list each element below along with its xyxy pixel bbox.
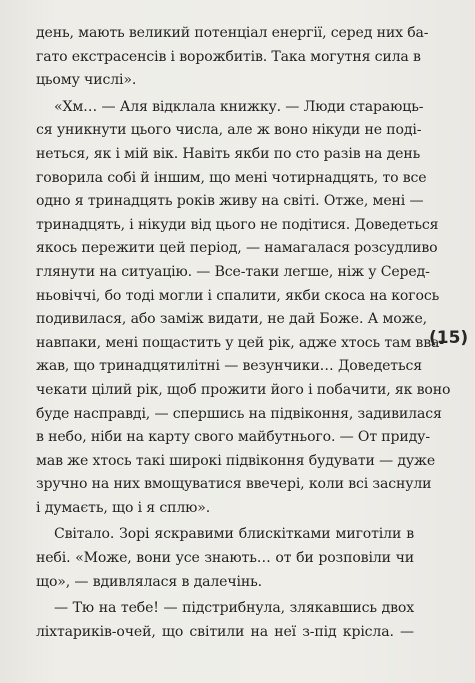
- text-line: неться, як і мій вік. Навіть якби по сто разів на день: [36, 145, 421, 162]
- text-line: глянути на ситуацію. — Все-таки легше, ніж у Серед-: [36, 263, 430, 280]
- text-line: зручно на них вмощуватися ввечері, коли всі заснули: [36, 476, 432, 493]
- text-line: якось пережити цей період, — намагалася розсудливо: [36, 240, 438, 257]
- text-line: подивилася, або заміж видати, не дай Боже. А може,: [36, 311, 427, 328]
- text-line: Світало. Зорі яскравими блискітками миготіли в: [54, 526, 414, 543]
- text-line: жав, що тринадцятилітні — везунчики… Доведеться: [36, 358, 422, 375]
- text-line: тринадцять, і нікуди від цього не подітися. Доведеться: [36, 216, 439, 233]
- text-line: в небо, ніби на карту свого майбутнього. — От приду-: [36, 429, 430, 446]
- text-line: гато екстрасенсів і ворожбитів. Така могутня сила в: [36, 48, 421, 65]
- text-line: небі. «Може, вони усе знають… от би розповіли чи: [36, 550, 414, 567]
- text-line: говорила собі й іншим, що мені чотирнадцять, то все: [36, 169, 427, 186]
- text-line: одно я тринадцять років живу на світі. Отже, мені —: [36, 193, 424, 210]
- text-line: ньовіччі, бо тоді могли і спалити, якби скоса на когось: [36, 287, 440, 304]
- text-line: — Тю на тебе! — підстрибнула, злякавшись двох: [54, 600, 414, 617]
- page-number: (15): [429, 328, 469, 348]
- text-line: ліхтариків-очей, що світили на неї з-під крісла. —: [36, 623, 414, 640]
- text-line: чекати цілий рік, щоб прожити його і побачити, як воно: [36, 381, 451, 398]
- text-line: цьому числі».: [36, 72, 137, 89]
- text-line: навпаки, мені пощастить у цей рік, адже хтось там вва-: [36, 334, 444, 351]
- text-line: день, мають великий потенціал енергії, серед них ба-: [36, 25, 429, 41]
- text-line: буде насправді, — спершись на підвіконня, задивилася: [36, 405, 442, 422]
- text-line: ся уникнути цього числа, але ж воно нікуди не поді-: [36, 122, 422, 139]
- text-line: і думаєть, що і я сплю».: [36, 499, 211, 516]
- text-line: мав же хтось такі широкі підвіконня будувати — дуже: [36, 452, 436, 469]
- text-line: що», — вдивлялася в далечінь.: [36, 573, 262, 590]
- text-line: «Хм… — Аля відклала книжку. — Люди стараюць-: [54, 98, 424, 115]
